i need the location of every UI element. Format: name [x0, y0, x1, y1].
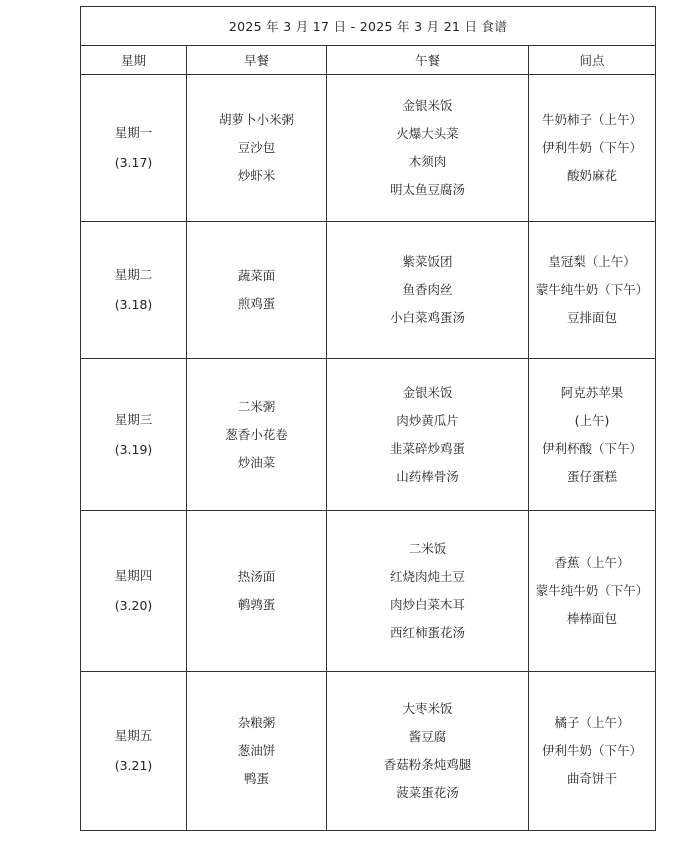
breakfast-cell	[187, 511, 327, 672]
snack-cell	[529, 511, 656, 672]
lunch-cell-line: 紫菜饭团	[402, 254, 453, 269]
breakfast-cell-line: 杂粮粥	[237, 715, 276, 730]
breakfast-cell-line: 鹌鹑蛋	[237, 597, 276, 612]
breakfast-cell-line: 葱油饼	[237, 743, 276, 758]
day-cell	[81, 222, 187, 359]
day-label: 星期五	[114, 728, 153, 743]
breakfast-cell-line: 豆沙包	[237, 140, 276, 155]
snack-cell-line: 豆排面包	[566, 310, 617, 325]
snack-cell-line: 阿克苏苹果	[560, 384, 624, 400]
day-row	[81, 75, 656, 222]
snack-cell-line: 皇冠梨（上午）	[548, 254, 636, 269]
snack-cell-line: (上午)	[574, 412, 610, 428]
lunch-cell-line: 酱豆腐	[408, 729, 447, 744]
day-date: (3.20)	[114, 598, 153, 613]
header-row	[81, 46, 656, 75]
breakfast-cell-line: 鸭蛋	[243, 771, 269, 786]
snack-cell-line: 曲奇饼干	[566, 771, 617, 786]
breakfast-cell	[187, 359, 327, 511]
lunch-cell-line: 菠菜蛋花汤	[396, 785, 459, 800]
snack-cell-line: 伊利牛奶（下午）	[541, 140, 642, 155]
snack-cell-line: 蒙牛纯牛奶（下午）	[535, 282, 649, 297]
header-breakfast: 早餐	[187, 46, 327, 75]
day-date: (3.21)	[114, 758, 153, 773]
lunch-cell-line: 西红柿蛋花汤	[389, 625, 465, 640]
day-cell	[81, 75, 187, 222]
breakfast-cell-line: 煎鸡蛋	[237, 296, 276, 311]
day-label: 星期三	[114, 411, 153, 427]
breakfast-cell-line: 炒油菜	[237, 454, 276, 470]
snack-cell	[529, 359, 656, 511]
day-cell	[81, 359, 187, 511]
snack-cell-line: 棒棒面包	[566, 611, 617, 626]
snack-cell-line: 伊利杯酸（下午）	[541, 440, 642, 456]
day-row	[81, 672, 656, 831]
lunch-cell-line: 二米饭	[408, 541, 447, 556]
lunch-cell-line: 木须肉	[408, 154, 447, 169]
snack-cell-line: 香蕉（上午）	[554, 555, 630, 570]
breakfast-cell-line: 二米粥	[237, 398, 276, 414]
day-row	[81, 222, 656, 359]
breakfast-cell	[187, 75, 327, 222]
header-day: 星期	[81, 46, 187, 75]
lunch-cell	[327, 672, 529, 831]
day-label: 星期四	[114, 568, 153, 583]
breakfast-cell-line: 炒虾米	[237, 168, 276, 183]
lunch-cell-line: 红烧肉炖土豆	[389, 569, 465, 584]
day-date: (3.18)	[114, 297, 153, 312]
day-cell	[81, 672, 187, 831]
lunch-cell-line: 大枣米饭	[402, 701, 453, 716]
lunch-cell-line: 火爆大头菜	[396, 126, 459, 141]
lunch-cell	[327, 359, 529, 511]
lunch-cell-line: 鱼香肉丝	[402, 282, 453, 297]
snack-cell-line: 蛋仔蛋糕	[566, 468, 617, 484]
snack-cell	[529, 672, 656, 831]
lunch-cell-line: 韭菜碎炒鸡蛋	[389, 440, 465, 456]
day-date: (3.19)	[114, 441, 153, 457]
day-date: (3.17)	[114, 155, 153, 170]
day-row	[81, 511, 656, 672]
breakfast-cell-line: 葱香小花卷	[225, 426, 288, 442]
breakfast-cell-line: 蔬菜面	[237, 268, 276, 283]
title-row	[81, 7, 656, 46]
breakfast-cell	[187, 672, 327, 831]
day-cell	[81, 511, 187, 672]
lunch-cell-line: 明太鱼豆腐汤	[389, 182, 465, 197]
breakfast-cell-line: 热汤面	[237, 569, 276, 584]
snack-cell-line: 牛奶柿子（上午）	[541, 112, 642, 127]
snack-cell-line: 伊利牛奶（下午）	[541, 743, 642, 758]
lunch-cell-line: 金银米饭	[402, 98, 453, 113]
snack-cell	[529, 222, 656, 359]
lunch-cell	[327, 75, 529, 222]
day-label: 星期一	[114, 125, 153, 140]
lunch-cell	[327, 511, 529, 672]
menu-table	[80, 6, 656, 831]
breakfast-cell	[187, 222, 327, 359]
day-row	[81, 359, 656, 511]
snack-cell	[529, 75, 656, 222]
header-snack: 间点	[529, 46, 656, 75]
breakfast-cell-line: 胡萝卜小米粥	[218, 112, 294, 127]
header-lunch: 午餐	[327, 46, 529, 75]
snack-cell-line: 蒙牛纯牛奶（下午）	[535, 583, 649, 598]
menu-body	[81, 75, 656, 831]
lunch-cell-line: 山药棒骨汤	[396, 468, 459, 484]
snack-cell-line: 酸奶麻花	[566, 168, 617, 183]
lunch-cell-line: 香菇粉条炖鸡腿	[383, 757, 472, 772]
day-label: 星期二	[114, 267, 153, 282]
lunch-cell-line: 金银米饭	[402, 384, 453, 400]
snack-cell-line: 橘子（上午）	[554, 715, 630, 730]
lunch-cell-line: 小白菜鸡蛋汤	[389, 310, 465, 325]
lunch-cell-line: 肉炒黄瓜片	[396, 412, 459, 428]
lunch-cell-line: 肉炒白菜木耳	[389, 597, 465, 612]
menu-title: 2025 年 3 月 17 日 - 2025 年 3 月 21 日 食谱	[81, 7, 656, 46]
lunch-cell	[327, 222, 529, 359]
